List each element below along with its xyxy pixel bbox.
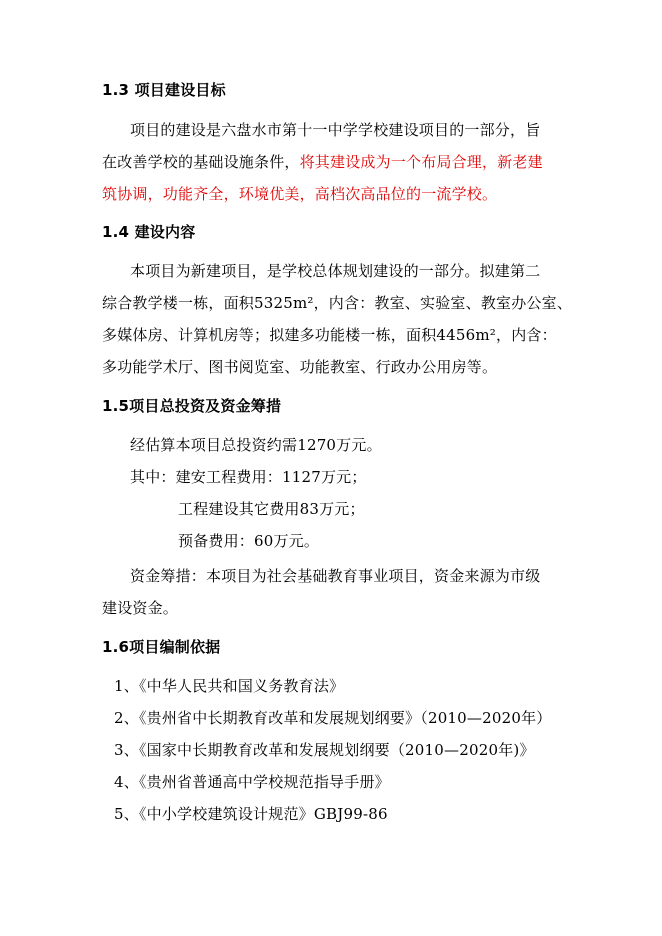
section-1-3-paragraph-line-3: 筑协调，功能齐全，环境优美，高档次高品位的一流学校。: [102, 185, 498, 203]
section-1-3-text-highlight: 将其建设成为一个布局合理，新老建: [299, 153, 543, 171]
investment-breakdown-item: 工程建设其它费用83万元；: [178, 500, 365, 518]
section-1-3-heading: 1.3 项目建设目标: [102, 81, 226, 99]
section-1-4-paragraph-line: 综合教学楼一栋，面积5325m²，内含：教室、实验室、教室办公室、: [102, 294, 573, 312]
section-1-6-heading: 1.6项目编制依据: [102, 638, 221, 656]
funding-source-line-2: 建设资金。: [102, 599, 179, 617]
section-1-5-heading: 1.5项目总投资及资金筹措: [102, 397, 282, 415]
section-1-4-paragraph-line: 多功能学术厅、图书阅览室、功能教室、行政办公用房等。: [102, 358, 498, 376]
section-1-3-paragraph-line-2: [102, 152, 543, 172]
reference-list-item: 5、《中小学校建筑设计规范》GBJ99-86: [114, 805, 388, 823]
section-1-4-paragraph-line: 本项目为新建项目，是学校总体规划建设的一部分。拟建第二: [130, 262, 541, 280]
investment-breakdown-item: 预备费用：60万元。: [178, 532, 320, 550]
funding-source-line-1: 资金筹措：本项目为社会基础教育事业项目，资金来源为市级: [130, 567, 541, 585]
reference-list-item: 2、《贵州省中长期教育改革和发展规划纲要》（2010—2020年）: [114, 709, 552, 727]
reference-list-item: 4、《贵州省普通高中学校规范指导手册》: [114, 773, 390, 791]
investment-total: 经估算本项目总投资约需1270万元。: [130, 436, 382, 454]
reference-list-item: 3、《国家中长期教育改革和发展规划纲要（2010—2020年)》: [114, 741, 535, 759]
section-1-3-paragraph-line-1: 项目的建设是六盘水市第十一中学学校建设项目的一部分，旨: [130, 121, 541, 139]
section-1-4-paragraph-line: 多媒体房、计算机房等；拟建多功能楼一栋，面积4456m²，内含：: [102, 326, 557, 344]
section-1-3-text-black: 在改善学校的基础设施条件，: [102, 153, 300, 171]
investment-breakdown-item: 其中：建安工程费用：1127万元；: [130, 468, 367, 486]
reference-list-item: 1、《中华人民共和国义务教育法》: [114, 677, 345, 695]
section-1-4-heading: 1.4 建设内容: [102, 223, 196, 241]
